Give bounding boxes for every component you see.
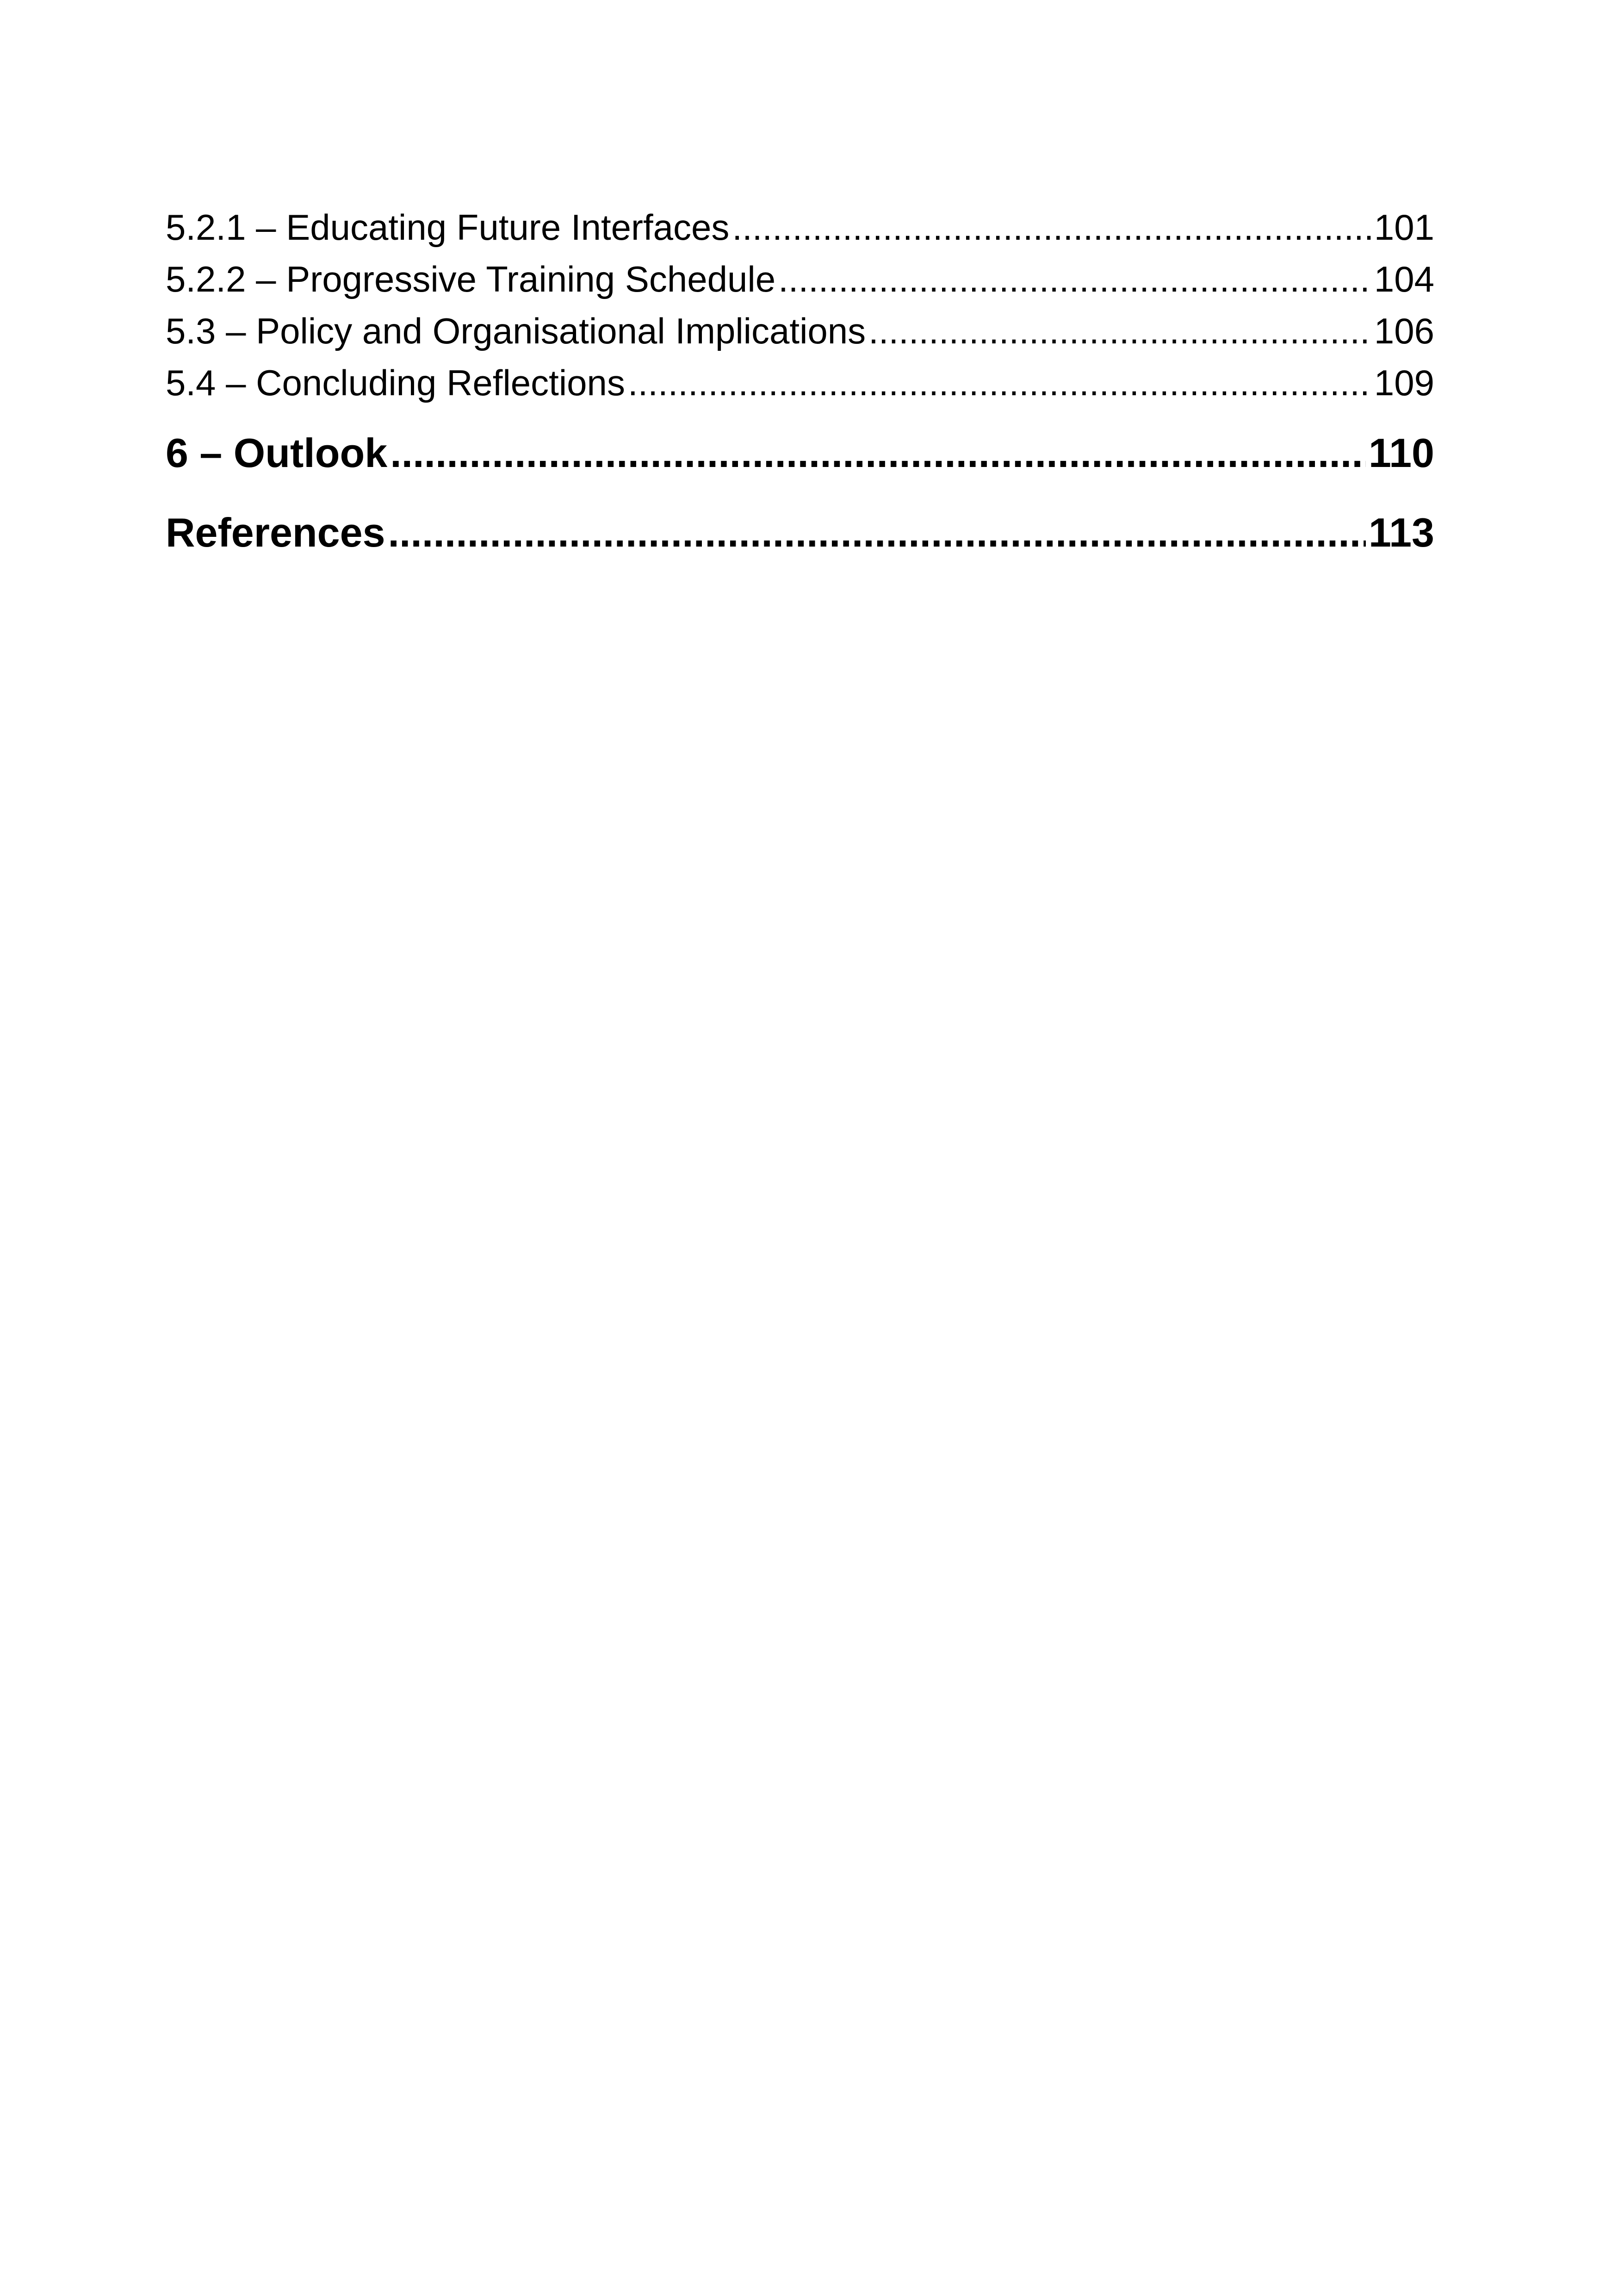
dot-leader <box>778 253 1371 305</box>
toc-entry-page: 101 <box>1374 207 1434 248</box>
toc-entry-5-2-1[interactable] <box>166 201 1434 253</box>
toc-entry-page: 109 <box>1374 362 1434 403</box>
dot-leader <box>390 423 1366 484</box>
toc-entry-5-3[interactable] <box>166 305 1434 357</box>
toc-entry-title: 5.2.2 – Progressive Training Schedule <box>166 259 776 299</box>
toc-entry-title: 5.2.1 – Educating Future Interfaces <box>166 207 730 248</box>
dot-leader <box>388 502 1366 563</box>
dot-leader <box>628 357 1371 409</box>
toc-entry-page: 110 <box>1369 430 1434 476</box>
toc-entry-references[interactable] <box>166 502 1434 563</box>
toc-entry-5-2-2[interactable] <box>166 253 1434 305</box>
toc-entry-5-4[interactable] <box>166 357 1434 409</box>
toc-entry-title: 5.3 – Policy and Organisational Implications <box>166 311 866 351</box>
toc-entry-page: 113 <box>1369 510 1434 555</box>
toc-entry-page: 104 <box>1374 259 1434 299</box>
table-of-contents <box>166 201 1434 563</box>
toc-entry-title: 5.4 – Concluding Reflections <box>166 362 625 403</box>
toc-entry-page: 106 <box>1374 311 1434 351</box>
toc-entry-title: 6 – Outlook <box>166 430 388 476</box>
toc-entry-title: References <box>166 510 385 555</box>
dot-leader <box>868 305 1371 357</box>
dot-leader <box>732 201 1371 253</box>
toc-entry-chapter-6[interactable] <box>166 423 1434 484</box>
